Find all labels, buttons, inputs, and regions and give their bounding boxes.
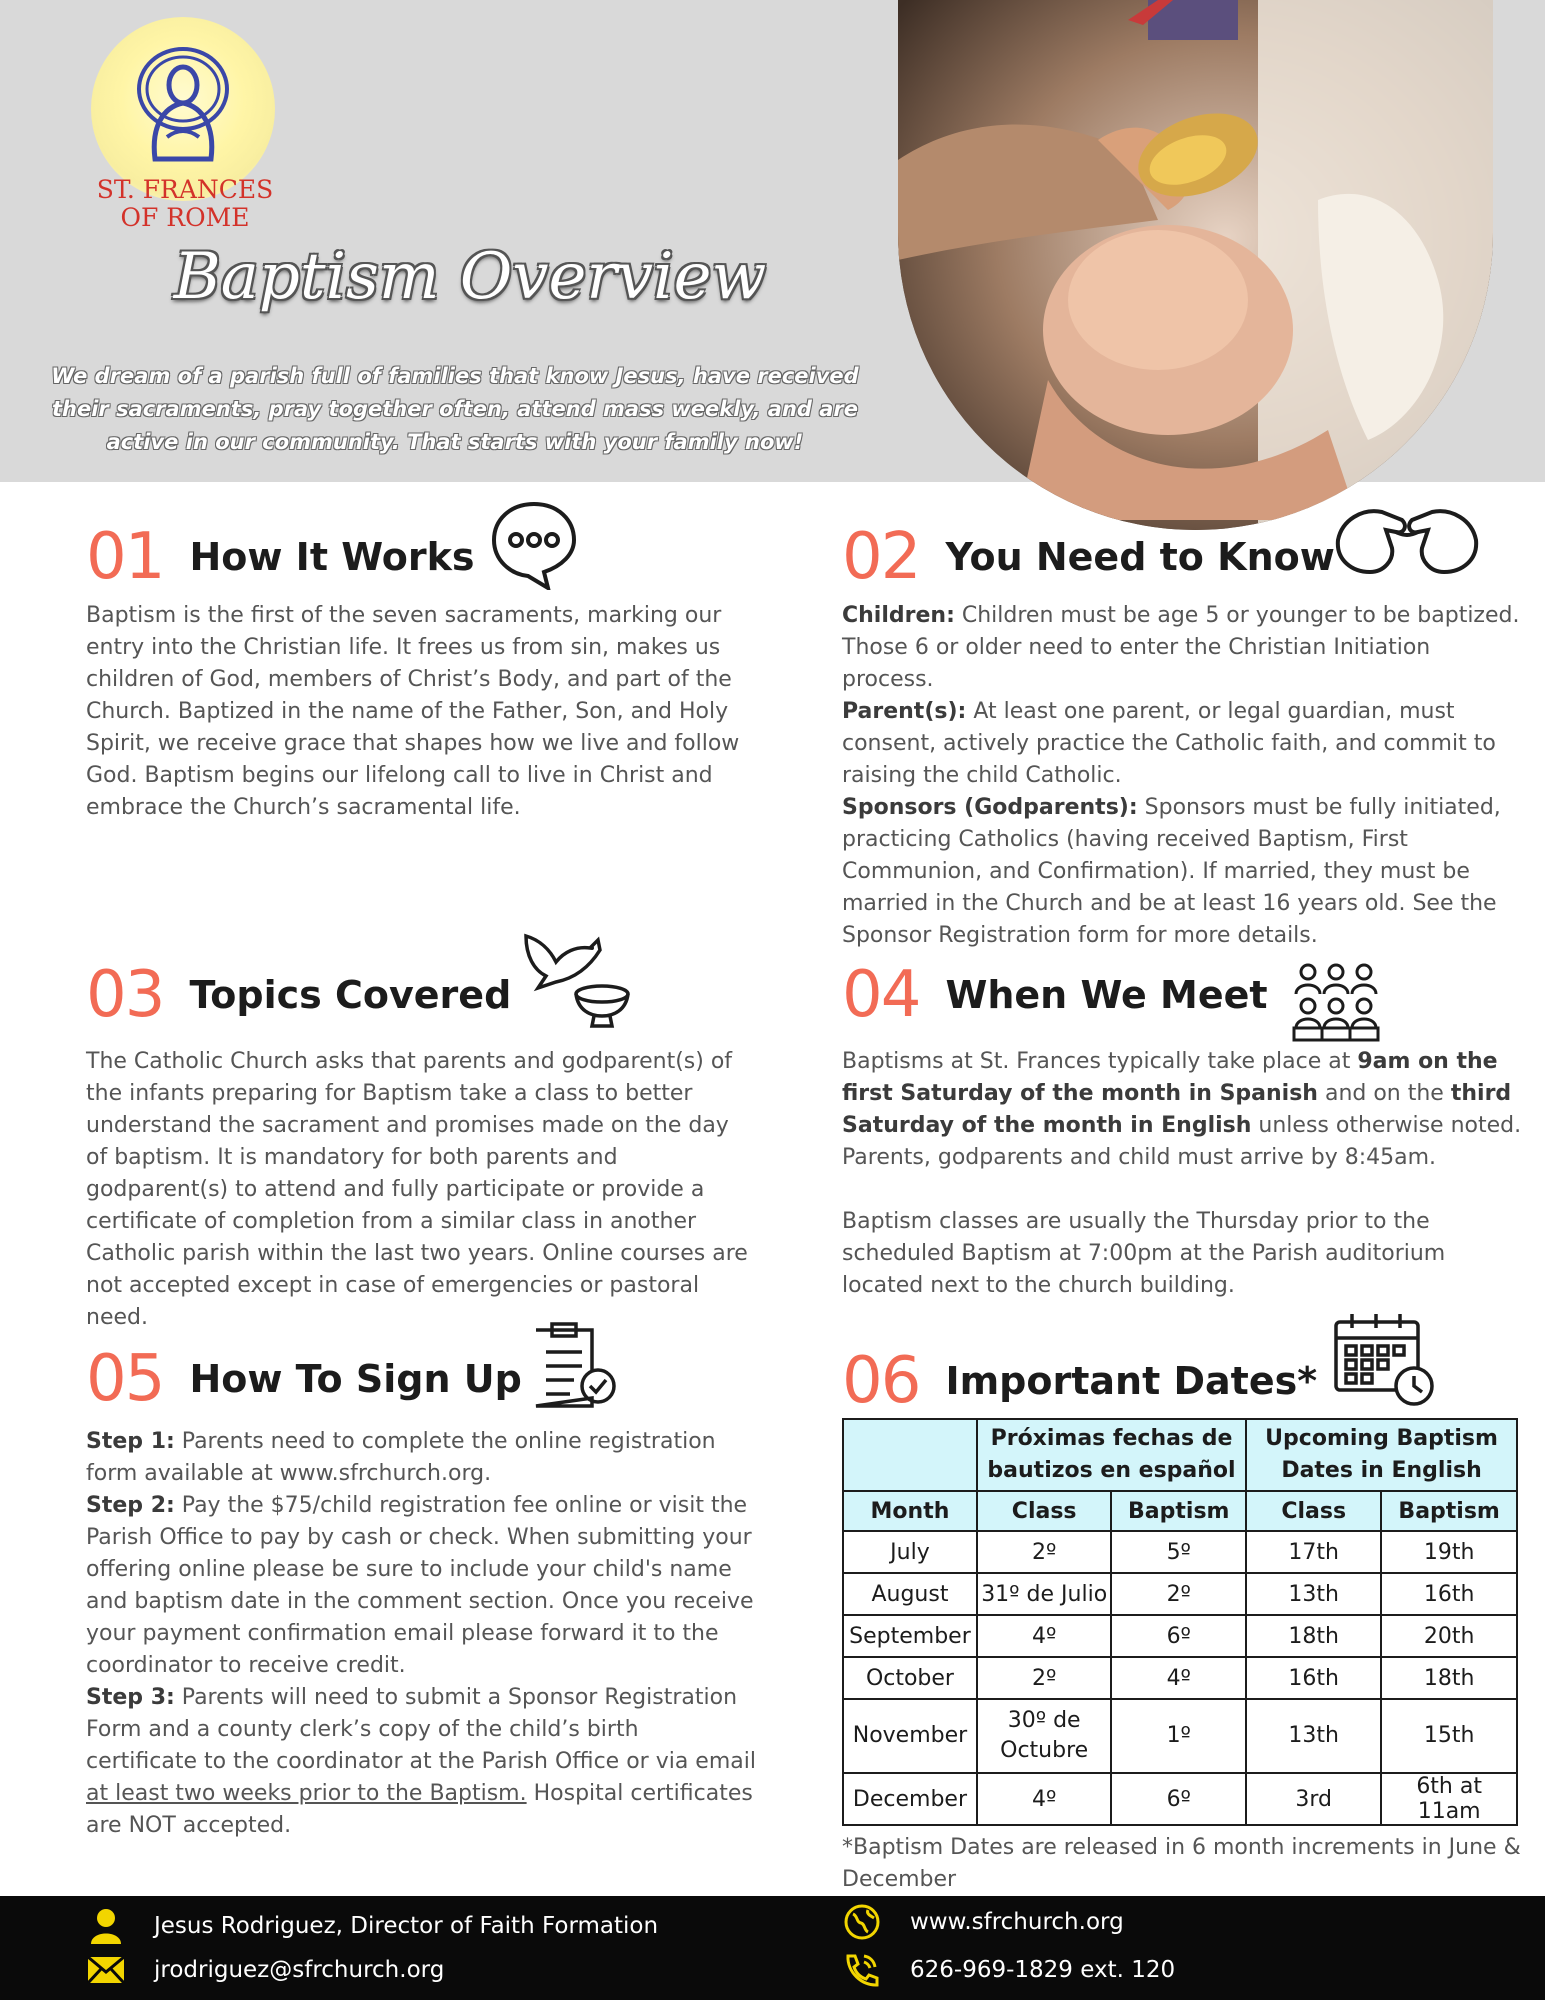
step-2 (86, 1490, 756, 1682)
sponsors-paragraph (842, 792, 1522, 952)
phone-number[interactable]: 626-969-1829 ext. 120 (910, 1957, 1176, 1983)
date-cell: 30º de Octubre (977, 1699, 1112, 1773)
date-cell: 6th at 11am (1381, 1773, 1517, 1825)
column-header: Baptism (1381, 1491, 1517, 1531)
date-cell: 5º (1111, 1531, 1246, 1573)
date-cell: 4º (977, 1615, 1112, 1657)
date-cell: 2º (977, 1657, 1112, 1699)
date-cell: 16th (1246, 1657, 1381, 1699)
english-schedule: third Saturday of the month in English (842, 1081, 1512, 1138)
date-cell: 19th (1381, 1531, 1517, 1573)
section-how-to-sign-up-body (86, 1426, 756, 1842)
date-cell: 18th (1381, 1657, 1517, 1699)
children-label: Children: (842, 603, 955, 628)
meeting-schedule-paragraph (842, 1046, 1522, 1174)
section-number: 03 (86, 958, 164, 1032)
email-item[interactable] (86, 1952, 444, 1988)
english-dates-header: Upcoming Baptism Dates in English (1246, 1419, 1517, 1491)
step-2-label: Step 2: (86, 1493, 175, 1518)
website-link[interactable]: www.sfrchurch.org (910, 1909, 1124, 1935)
date-cell: 17th (1246, 1531, 1381, 1573)
table-row (843, 1657, 1517, 1699)
dates-footnote: *Baptism Dates are released in 6 month increments in June & December (842, 1835, 1521, 1892)
table-column-header-row (843, 1491, 1517, 1531)
date-cell: 6º (1111, 1773, 1246, 1825)
section-number: 01 (86, 520, 164, 594)
month-cell: September (843, 1615, 977, 1657)
date-cell: 13th (1246, 1699, 1381, 1773)
table-row (843, 1615, 1517, 1657)
chat-bubble-icon (488, 498, 580, 594)
month-cell: December (843, 1773, 977, 1825)
step-1-text: Parents need to complete the online registration form available at www.sfrchurch.org. (86, 1429, 716, 1486)
spanish-dates-header: Próximas fechas de bautizos en español (977, 1419, 1246, 1491)
section-number: 05 (86, 1342, 164, 1416)
dove-font-icon (520, 926, 632, 1034)
section-title: Topics Covered (189, 973, 512, 1017)
parents-text: At least one parent, or legal guardian, must consent, actively practice the Catholic faith, and commit to raising the child Catholic. (842, 699, 1496, 788)
contact-name: Jesus Rodriguez, Director of Faith Formation (154, 1913, 659, 1939)
date-cell: 31º de Julio (977, 1573, 1112, 1615)
section-how-it-works-heading (86, 520, 475, 594)
column-header: Month (843, 1491, 977, 1531)
sponsors-label: Sponsors (Godparents): (842, 795, 1138, 820)
section-important-dates-heading (842, 1344, 1317, 1418)
step-3-end: Hospital certificates are NOT accepted. (86, 1781, 753, 1838)
step-1 (86, 1426, 756, 1490)
column-header: Class (977, 1491, 1112, 1531)
schedule-text: and on the (1317, 1081, 1451, 1106)
step-2-text: Pay the $75/child registration fee online or visit the Parish Office to pay by cash or check. When submitting your offering online please be sure to include your child's name and baptism date in the comment section. Once you receive your payment confirmation email please forward it to the coordinator to receive credit. (86, 1493, 754, 1678)
date-cell: 3rd (1246, 1773, 1381, 1825)
parish-name-line2: OF ROME (120, 203, 250, 232)
section-when-we-meet-body (842, 1046, 1522, 1302)
parish-logo (91, 17, 275, 201)
deadline-text: at least two weeks prior to the Baptism. (86, 1781, 527, 1806)
parents-label: Parent(s): (842, 699, 967, 724)
schedule-text: unless otherwise noted. Parents, godparents and child must arrive by 8:45am. (842, 1113, 1522, 1170)
website-item[interactable] (842, 1904, 1124, 1940)
section-number: 02 (842, 520, 920, 594)
section-title: How To Sign Up (189, 1357, 522, 1401)
date-cell: 4º (1111, 1657, 1246, 1699)
date-cell: 1º (1111, 1699, 1246, 1773)
parents-paragraph (842, 696, 1522, 792)
section-when-we-meet-heading (842, 958, 1268, 1032)
date-cell: 6º (1111, 1615, 1246, 1657)
date-cell: 2º (977, 1531, 1112, 1573)
sponsors-text: Sponsors must be fully initiated, practicing Catholics (having received Baptism, First Communion, and Confirmation). If married, they must be married in the Church and be at least 16 years old. See the Sponsor Registration form for more details. (842, 795, 1501, 948)
section-title: Important Dates* (945, 1359, 1318, 1403)
children-paragraph (842, 600, 1522, 696)
pinky-promise-icon (1332, 500, 1482, 588)
table-body (843, 1531, 1517, 1825)
section-title: How It Works (189, 535, 475, 579)
month-cell: November (843, 1699, 977, 1773)
children-text: Children must be age 5 or younger to be baptized. Those 6 or older need to enter the Christian Initiation process. (842, 603, 1520, 692)
globe-icon (842, 1904, 882, 1940)
table-row (843, 1773, 1517, 1825)
date-cell: 15th (1381, 1699, 1517, 1773)
audience-icon (1290, 962, 1382, 1048)
envelope-icon (86, 1952, 126, 1988)
month-cell: October (843, 1657, 977, 1699)
step-3-text: Parents will need to submit a Sponsor Registration Form and a county clerk’s copy of the child’s birth certificate to the coordinator at the Parish Office or via email (86, 1685, 756, 1774)
month-cell: July (843, 1531, 977, 1573)
phone-item[interactable] (842, 1952, 1175, 1988)
section-how-to-sign-up-heading (86, 1342, 522, 1416)
step-3 (86, 1682, 756, 1842)
table-row (843, 1573, 1517, 1615)
page-title: Baptism Overview (173, 240, 767, 314)
date-cell: 4º (977, 1773, 1112, 1825)
date-cell: 2º (1111, 1573, 1246, 1615)
date-cell: 13th (1246, 1573, 1381, 1615)
column-header: Baptism (1111, 1491, 1246, 1531)
step-3-label: Step 3: (86, 1685, 175, 1710)
section-topics-covered-body: The Catholic Church asks that parents and godparent(s) of the infants preparing for Baptism take a class to better understand the sacrament and promises made on the day of baptism. It is mandatory for both parents and godparent(s) to attend and fully participate or provide a certificate of completion from a similar class in another Catholic parish within the last two years. Online courses are not accepted except in case of emergencies or pastoral need. (86, 1049, 748, 1330)
parish-name-line1: ST. FRANCES (96, 175, 274, 204)
date-cell: 18th (1246, 1615, 1381, 1657)
section-you-need-to-know-body (842, 600, 1522, 952)
column-header: Class (1246, 1491, 1381, 1531)
section-number: 04 (842, 958, 920, 1032)
contact-email[interactable]: jrodriguez@sfrchurch.org (154, 1957, 445, 1983)
contact-name-item (86, 1908, 658, 1944)
spanish-schedule: 9am on the first Saturday of the month in Spanish (842, 1049, 1498, 1106)
person-icon (86, 1908, 126, 1944)
phone-icon (842, 1952, 882, 1988)
table-group-header-row (843, 1419, 1517, 1491)
section-you-need-to-know-heading (842, 520, 1335, 594)
section-how-it-works-body: Baptism is the first of the seven sacraments, marking our entry into the Christian life. It frees us from sin, makes us children of God, members of Christ’s Body, and part of the Church. Baptized in the name of the Father, Son, and Holy Spirit, we receive grace that shapes how we live and follow God. Baptism begins our lifelong call to live in Christ and embrace the Church’s sacramental life. (86, 603, 740, 820)
calendar-clock-icon (1332, 1310, 1440, 1414)
parish-name (60, 176, 310, 232)
contact-footer (0, 1896, 1545, 2000)
clipboard-check-icon (530, 1320, 620, 1414)
table-row (843, 1531, 1517, 1573)
schedule-text: Baptisms at St. Frances typically take place at (842, 1049, 1358, 1074)
month-cell: August (843, 1573, 977, 1615)
date-cell: 16th (1381, 1573, 1517, 1615)
table-header-empty (843, 1419, 977, 1491)
section-topics-covered-heading (86, 958, 511, 1032)
section-number: 06 (842, 1344, 920, 1418)
date-cell: 20th (1381, 1615, 1517, 1657)
step-1-label: Step 1: (86, 1429, 175, 1454)
section-title: You Need to Know (945, 535, 1335, 579)
class-schedule-paragraph: Baptism classes are usually the Thursday prior to the scheduled Baptism at 7:00pm at the Parish auditorium located next to the church building. (842, 1209, 1446, 1298)
madonna-icon (133, 47, 233, 167)
section-title: When We Meet (945, 973, 1268, 1017)
page-subtitle: We dream of a parish full of families that know Jesus, have received their sacraments, pray together often, attend mass weekly, and are active in our community. That starts with your family now! (51, 364, 859, 454)
important-dates-table (842, 1418, 1518, 1826)
table-row (843, 1699, 1517, 1773)
